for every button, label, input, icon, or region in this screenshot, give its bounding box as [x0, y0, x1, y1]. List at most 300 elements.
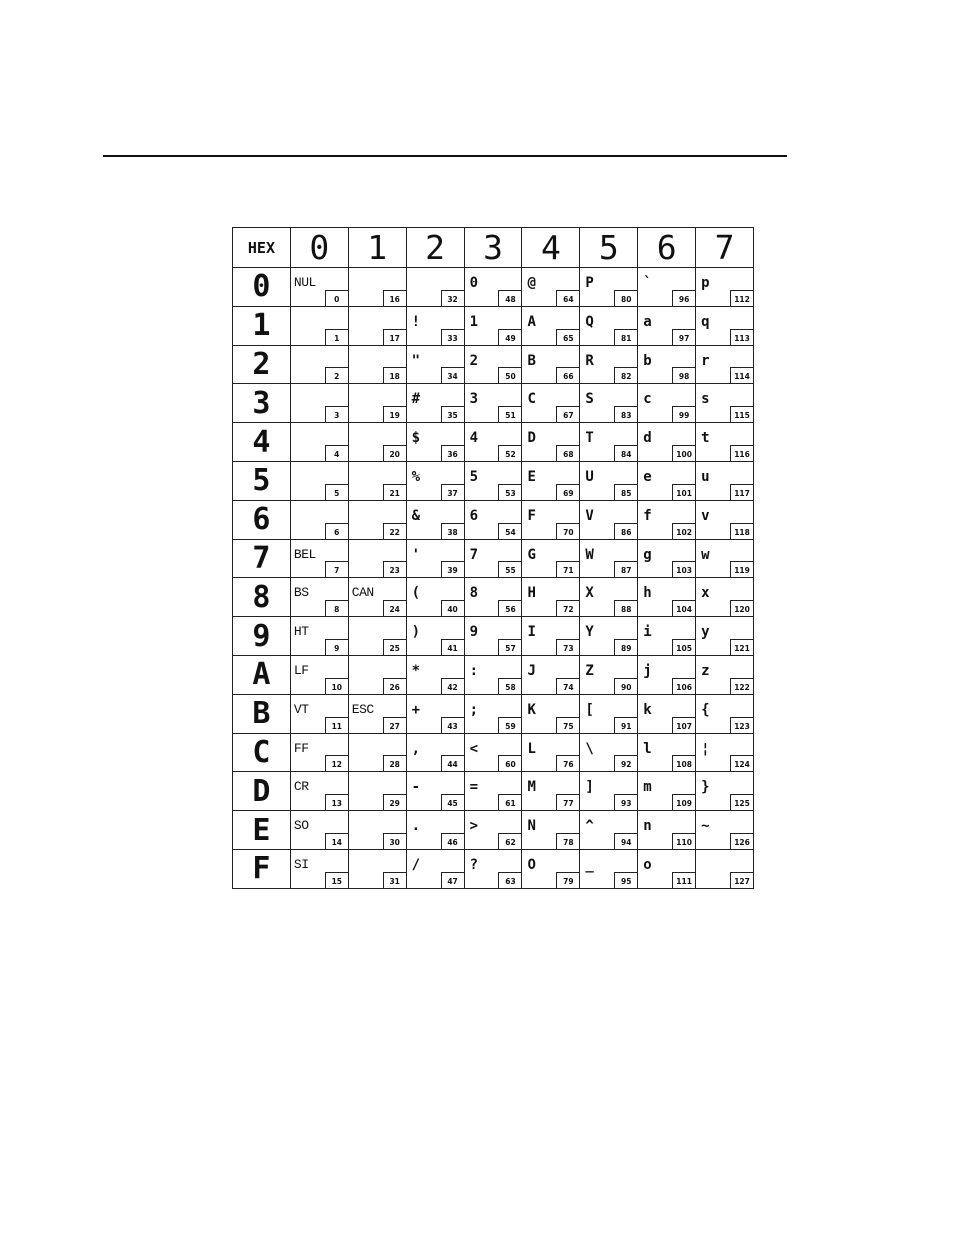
cell-decimal-code: 126	[730, 833, 753, 849]
cell-character: n	[643, 818, 652, 835]
cell-character: )	[411, 624, 421, 641]
cell-decimal-code: 94	[614, 833, 637, 849]
cell-decimal-code: 25	[383, 639, 406, 655]
column-header-7: 7	[696, 228, 754, 268]
cell-character: ESC	[351, 701, 374, 717]
cell-decimal-code: 124	[730, 755, 753, 771]
cell-decimal-code: 127	[730, 872, 753, 888]
cell-decimal-code: 111	[672, 872, 695, 888]
cell-character: ,	[411, 740, 421, 757]
table-cell	[638, 345, 696, 384]
cell-decimal-code: 7	[325, 561, 348, 577]
table-cell	[638, 733, 696, 772]
table-cell	[696, 500, 754, 539]
table-cell	[638, 384, 696, 423]
cell-decimal-code: 110	[672, 833, 695, 849]
cell-decimal-code: 105	[672, 639, 695, 655]
cell-decimal-code: 45	[441, 794, 464, 810]
cell-decimal-code: 16	[383, 290, 406, 306]
table-cell	[638, 306, 696, 345]
cell-decimal-code: 117	[730, 484, 753, 500]
row-header-3: 3	[233, 384, 291, 423]
cell-decimal-code: 88	[614, 600, 637, 616]
cell-decimal-code: 60	[498, 755, 521, 771]
table-cell	[580, 849, 638, 888]
cell-character: 0	[469, 275, 478, 291]
table-cell	[406, 655, 464, 694]
cell-character: `	[643, 275, 652, 291]
cell-decimal-code: 17	[383, 329, 406, 345]
cell-decimal-code: 100	[672, 445, 695, 461]
table-cell	[290, 849, 348, 888]
table-cell	[638, 500, 696, 539]
table-cell	[696, 384, 754, 423]
table-cell	[638, 423, 696, 462]
cell-decimal-code: 33	[441, 329, 464, 345]
cell-character: ;	[469, 701, 478, 718]
cell-character: LF	[293, 662, 309, 678]
cell-character: 9	[469, 624, 478, 641]
table-cell	[522, 694, 580, 733]
cell-character: P	[585, 275, 594, 291]
cell-decimal-code: 61	[498, 794, 521, 810]
cell-decimal-code: 59	[498, 717, 521, 733]
cell-decimal-code: 57	[498, 639, 521, 655]
cell-character: =	[469, 779, 478, 796]
cell-decimal-code: 77	[556, 794, 579, 810]
cell-decimal-code: 72	[556, 600, 579, 616]
table-cell	[696, 772, 754, 811]
table-cell	[464, 423, 522, 462]
table-cell	[464, 655, 522, 694]
cell-decimal-code: 91	[614, 717, 637, 733]
table-cell	[638, 655, 696, 694]
table-cell	[348, 461, 406, 500]
table-cell	[348, 849, 406, 888]
cell-decimal-code: 34	[441, 367, 464, 383]
cell-character: SI	[293, 856, 309, 872]
cell-character: c	[643, 391, 652, 408]
ascii-chart	[232, 227, 750, 887]
cell-character: SO	[293, 818, 309, 834]
table-cell	[580, 811, 638, 850]
cell-decimal-code: 79	[556, 872, 579, 888]
cell-character: C	[527, 391, 536, 408]
cell-character: \	[585, 740, 594, 757]
column-header-row	[233, 228, 754, 268]
table-cell	[348, 617, 406, 656]
cell-decimal-code: 50	[498, 367, 521, 383]
cell-character: e	[643, 468, 652, 485]
cell-character: _	[585, 856, 594, 873]
cell-decimal-code: 109	[672, 794, 695, 810]
table-row	[233, 306, 754, 345]
cell-decimal-code: 54	[498, 523, 521, 539]
cell-character: q	[701, 313, 710, 330]
table-cell	[464, 849, 522, 888]
cell-character: BEL	[293, 546, 316, 562]
cell-character: O	[527, 856, 536, 873]
cell-character: R	[585, 352, 594, 369]
cell-character: i	[643, 624, 652, 641]
cell-decimal-code: 82	[614, 367, 637, 383]
table-cell	[290, 578, 348, 617]
cell-character: Z	[585, 662, 594, 679]
cell-character: NUL	[293, 275, 316, 290]
table-cell	[464, 733, 522, 772]
cell-character: :	[469, 662, 478, 679]
table-cell	[464, 461, 522, 500]
cell-decimal-code: 10	[325, 678, 348, 694]
cell-decimal-code: 68	[556, 445, 579, 461]
cell-decimal-code: 9	[325, 639, 348, 655]
table-cell	[580, 694, 638, 733]
cell-decimal-code: 76	[556, 755, 579, 771]
table-cell	[348, 733, 406, 772]
table-cell	[290, 500, 348, 539]
cell-character: j	[643, 662, 652, 679]
cell-decimal-code: 14	[325, 833, 348, 849]
table-cell	[406, 539, 464, 578]
table-cell	[580, 461, 638, 500]
cell-character: &	[411, 507, 421, 524]
table-cell	[580, 345, 638, 384]
cell-decimal-code: 36	[441, 445, 464, 461]
table-cell	[522, 461, 580, 500]
table-cell	[290, 811, 348, 850]
table-cell	[464, 268, 522, 307]
table-cell	[696, 539, 754, 578]
cell-character: t	[701, 430, 710, 447]
table-row	[233, 578, 754, 617]
table-cell	[406, 772, 464, 811]
cell-decimal-code: 6	[325, 523, 348, 539]
cell-decimal-code: 119	[730, 561, 753, 577]
cell-decimal-code: 35	[441, 406, 464, 422]
cell-decimal-code: 67	[556, 406, 579, 422]
table-cell	[580, 306, 638, 345]
table-row	[233, 384, 754, 423]
table-cell	[348, 578, 406, 617]
cell-decimal-code: 52	[498, 445, 521, 461]
table-cell	[638, 849, 696, 888]
cell-decimal-code: 98	[672, 367, 695, 383]
cell-decimal-code: 97	[672, 329, 695, 345]
cell-character: J	[527, 662, 536, 679]
row-header-0: 0	[233, 268, 291, 307]
row-header-D: D	[233, 772, 291, 811]
table-cell	[580, 268, 638, 307]
table-row	[233, 733, 754, 772]
table-cell	[290, 772, 348, 811]
table-cell	[696, 423, 754, 462]
table-cell	[522, 849, 580, 888]
table-cell	[580, 617, 638, 656]
table-cell	[580, 772, 638, 811]
table-row	[233, 345, 754, 384]
cell-character: T	[585, 430, 594, 447]
table-cell	[464, 500, 522, 539]
cell-decimal-code: 96	[672, 290, 695, 306]
cell-character: @	[527, 275, 536, 291]
cell-decimal-code: 108	[672, 755, 695, 771]
row-header-B: B	[233, 694, 291, 733]
cell-decimal-code: 89	[614, 639, 637, 655]
cell-character: CR	[293, 779, 309, 795]
table-cell	[406, 345, 464, 384]
cell-decimal-code: 116	[730, 445, 753, 461]
table-cell	[696, 694, 754, 733]
table-cell	[522, 306, 580, 345]
cell-decimal-code: 93	[614, 794, 637, 810]
table-cell	[522, 772, 580, 811]
table-cell	[290, 345, 348, 384]
cell-character: h	[643, 585, 652, 602]
table-cell	[464, 772, 522, 811]
cell-decimal-code: 114	[730, 367, 753, 383]
table-row	[233, 772, 754, 811]
cell-character: D	[527, 430, 536, 447]
table-cell	[348, 384, 406, 423]
cell-character: ?	[469, 856, 478, 873]
cell-decimal-code: 44	[441, 755, 464, 771]
cell-decimal-code: 30	[383, 833, 406, 849]
table-cell	[348, 539, 406, 578]
cell-character: l	[643, 740, 652, 757]
cell-character: 5	[469, 468, 478, 485]
cell-decimal-code: 125	[730, 794, 753, 810]
cell-decimal-code: 19	[383, 406, 406, 422]
cell-character: HT	[293, 624, 309, 640]
table-row	[233, 617, 754, 656]
cell-character: s	[701, 391, 710, 408]
table-row	[233, 268, 754, 307]
table-cell	[696, 655, 754, 694]
table-cell	[638, 461, 696, 500]
cell-character: >	[469, 818, 478, 835]
cell-decimal-code: 63	[498, 872, 521, 888]
table-cell	[348, 268, 406, 307]
table-cell	[580, 733, 638, 772]
column-header-3: 3	[464, 228, 522, 268]
table-cell	[696, 268, 754, 307]
cell-character: W	[585, 546, 594, 563]
table-row	[233, 423, 754, 462]
cell-character: F	[527, 507, 536, 524]
cell-character: U	[585, 468, 594, 485]
cell-decimal-code: 47	[441, 872, 464, 888]
cell-character: ^	[585, 818, 594, 835]
table-cell	[348, 655, 406, 694]
cell-decimal-code: 55	[498, 561, 521, 577]
cell-decimal-code: 56	[498, 600, 521, 616]
row-header-A: A	[233, 655, 291, 694]
table-cell	[348, 500, 406, 539]
cell-decimal-code: 48	[498, 290, 521, 306]
table-cell	[696, 461, 754, 500]
cell-character: f	[643, 507, 652, 524]
cell-decimal-code: 18	[383, 367, 406, 383]
cell-decimal-code: 107	[672, 717, 695, 733]
cell-character: o	[643, 856, 652, 873]
cell-decimal-code: 99	[672, 406, 695, 422]
row-header-8: 8	[233, 578, 291, 617]
cell-character: 6	[469, 507, 478, 524]
table-cell	[290, 694, 348, 733]
cell-decimal-code: 112	[730, 290, 753, 306]
cell-character: u	[701, 468, 710, 485]
cell-character: CAN	[351, 585, 374, 601]
table-row	[233, 539, 754, 578]
cell-character: FF	[293, 740, 309, 756]
cell-decimal-code: 65	[556, 329, 579, 345]
cell-decimal-code: 69	[556, 484, 579, 500]
table-cell	[406, 268, 464, 307]
hex-corner-label: HEX	[233, 228, 291, 268]
table-cell	[464, 617, 522, 656]
table-cell	[522, 500, 580, 539]
cell-decimal-code: 13	[325, 794, 348, 810]
cell-character: /	[411, 856, 421, 873]
row-header-2: 2	[233, 345, 291, 384]
cell-decimal-code: 101	[672, 484, 695, 500]
table-cell	[348, 772, 406, 811]
cell-character: 2	[469, 352, 478, 369]
cell-decimal-code: 78	[556, 833, 579, 849]
table-cell	[696, 578, 754, 617]
row-header-9: 9	[233, 617, 291, 656]
cell-character: }	[701, 779, 710, 796]
cell-decimal-code: 51	[498, 406, 521, 422]
cell-decimal-code: 64	[556, 290, 579, 306]
cell-decimal-code: 75	[556, 717, 579, 733]
cell-decimal-code: 103	[672, 561, 695, 577]
cell-character: $	[411, 430, 421, 447]
table-cell	[522, 268, 580, 307]
table-cell	[580, 384, 638, 423]
cell-decimal-code: 73	[556, 639, 579, 655]
cell-character: *	[411, 662, 421, 679]
cell-character: p	[701, 275, 710, 291]
cell-decimal-code: 84	[614, 445, 637, 461]
table-body	[233, 268, 754, 889]
cell-decimal-code: 42	[441, 678, 464, 694]
table-cell	[348, 811, 406, 850]
row-header-F: F	[233, 849, 291, 888]
table-row	[233, 461, 754, 500]
column-header-1: 1	[348, 228, 406, 268]
cell-decimal-code: 86	[614, 523, 637, 539]
cell-decimal-code: 46	[441, 833, 464, 849]
cell-character: m	[643, 779, 652, 796]
table-cell	[406, 849, 464, 888]
cell-decimal-code: 121	[730, 639, 753, 655]
table-cell	[522, 655, 580, 694]
cell-character: "	[411, 352, 421, 369]
cell-character: ]	[585, 779, 594, 796]
table-cell	[290, 306, 348, 345]
table-cell	[348, 345, 406, 384]
table-cell	[406, 500, 464, 539]
cell-decimal-code: 66	[556, 367, 579, 383]
cell-decimal-code: 12	[325, 755, 348, 771]
row-header-E: E	[233, 811, 291, 850]
ascii-table	[232, 227, 754, 889]
cell-character: 7	[469, 546, 478, 563]
table-cell	[522, 578, 580, 617]
cell-decimal-code: 3	[325, 406, 348, 422]
row-header-1: 1	[233, 306, 291, 345]
cell-character: B	[527, 352, 536, 369]
table-cell	[638, 617, 696, 656]
cell-decimal-code: 29	[383, 794, 406, 810]
table-cell	[290, 423, 348, 462]
cell-decimal-code: 32	[441, 290, 464, 306]
table-cell	[464, 384, 522, 423]
cell-decimal-code: 37	[441, 484, 464, 500]
cell-decimal-code: 90	[614, 678, 637, 694]
table-cell	[464, 578, 522, 617]
cell-character: (	[411, 585, 421, 602]
table-cell	[464, 694, 522, 733]
table-cell	[522, 345, 580, 384]
table-cell	[522, 733, 580, 772]
cell-decimal-code: 118	[730, 523, 753, 539]
table-row	[233, 694, 754, 733]
table-cell	[290, 733, 348, 772]
table-cell	[638, 772, 696, 811]
cell-decimal-code: 81	[614, 329, 637, 345]
cell-character: 4	[469, 430, 478, 447]
table-cell	[406, 733, 464, 772]
cell-decimal-code: 122	[730, 678, 753, 694]
cell-character: -	[411, 779, 421, 796]
cell-decimal-code: 31	[383, 872, 406, 888]
cell-character: b	[643, 352, 652, 369]
row-header-C: C	[233, 733, 291, 772]
table-cell	[580, 539, 638, 578]
cell-decimal-code: 15	[325, 872, 348, 888]
cell-decimal-code: 80	[614, 290, 637, 306]
cell-decimal-code: 71	[556, 561, 579, 577]
column-header-5: 5	[580, 228, 638, 268]
cell-character: H	[527, 585, 536, 602]
table-cell	[580, 578, 638, 617]
cell-decimal-code: 102	[672, 523, 695, 539]
cell-character: %	[411, 468, 421, 485]
cell-decimal-code: 123	[730, 717, 753, 733]
cell-character: E	[527, 468, 536, 485]
table-cell	[638, 268, 696, 307]
cell-character: +	[411, 701, 421, 718]
cell-character: L	[527, 740, 536, 757]
table-cell	[290, 268, 348, 307]
cell-character: A	[527, 313, 536, 330]
cell-character: x	[701, 585, 710, 602]
cell-decimal-code: 39	[441, 561, 464, 577]
table-cell	[348, 694, 406, 733]
cell-decimal-code: 120	[730, 600, 753, 616]
table-cell	[464, 811, 522, 850]
cell-decimal-code: 28	[383, 755, 406, 771]
cell-decimal-code: 58	[498, 678, 521, 694]
cell-decimal-code: 113	[730, 329, 753, 345]
table-cell	[580, 655, 638, 694]
cell-decimal-code: 95	[614, 872, 637, 888]
table-row	[233, 500, 754, 539]
cell-decimal-code: 21	[383, 484, 406, 500]
row-header-6: 6	[233, 500, 291, 539]
